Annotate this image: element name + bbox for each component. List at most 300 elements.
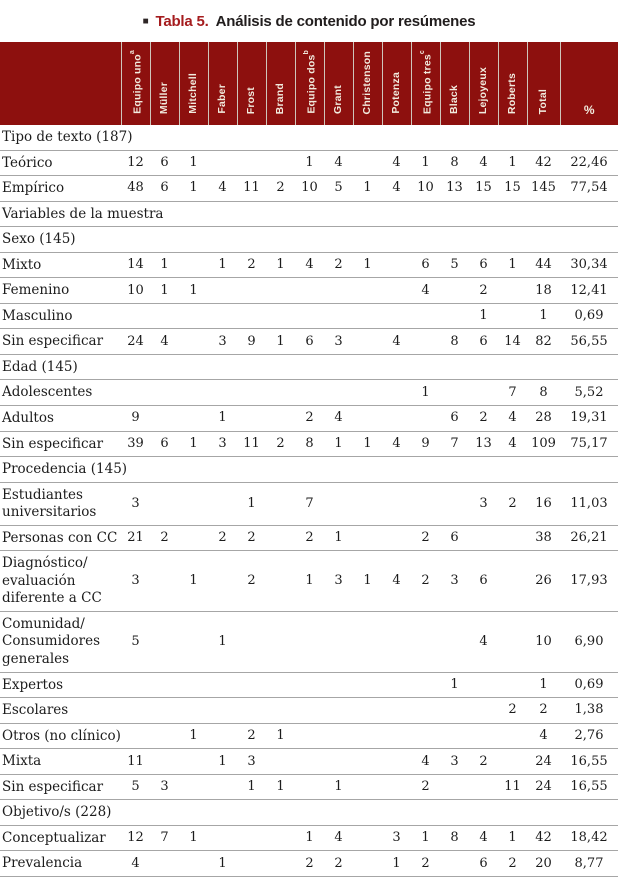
cell-mitchell <box>179 774 208 800</box>
data-row-otros-no-cli-nico <box>0 723 618 749</box>
cell-lejoyeux: 1 <box>479 308 488 324</box>
cell-total: 4 <box>539 728 548 743</box>
column-header-mitchell <box>179 42 208 125</box>
cell-christenson: 1 <box>363 180 372 196</box>
cell-black: 8 <box>450 154 459 170</box>
cell-frost <box>237 611 266 672</box>
cell-black <box>440 774 469 800</box>
cell-equipo-dos: 2 <box>305 530 314 546</box>
column-header-label: Black <box>448 84 461 114</box>
column-header-equipo-dos <box>295 42 324 125</box>
cell-grant: 2 <box>334 257 343 273</box>
column-header-christenson <box>353 42 382 125</box>
cell-roberts: 1 <box>508 257 517 273</box>
column-header-total <box>527 42 560 125</box>
cell-mu-ller: 6 <box>160 154 169 170</box>
cell-faber: 1 <box>218 855 227 871</box>
cell-brand <box>266 825 295 851</box>
cell-grant: 4 <box>334 154 343 170</box>
cell-black: 1 <box>450 676 459 692</box>
cell-mitchell <box>179 482 208 525</box>
cell-percent: 19,31 <box>570 410 608 426</box>
column-header-label: Potenza <box>390 72 403 114</box>
cell-mu-ller: 1 <box>160 257 169 273</box>
cell-mu-ller <box>150 406 179 432</box>
cell-potenza <box>382 278 411 304</box>
cell-mu-ller: 2 <box>160 530 169 546</box>
cell-frost <box>237 672 266 698</box>
column-header-equipo-tres <box>411 42 440 125</box>
section-label: Variables de la muestra <box>2 205 164 222</box>
cell-equipo-uno: 11 <box>127 753 144 769</box>
cell-faber <box>208 482 237 525</box>
cell-mu-ller <box>150 551 179 612</box>
cell-grant: 3 <box>334 573 343 589</box>
cell-christenson: 1 <box>363 435 372 451</box>
cell-grant <box>324 278 353 304</box>
cell-faber <box>208 150 237 176</box>
cell-potenza <box>382 723 411 749</box>
cell-equipo-uno <box>121 380 150 406</box>
cell-total: 20 <box>535 855 552 871</box>
cell-roberts <box>498 749 527 775</box>
cell-roberts: 14 <box>504 333 521 349</box>
cell-roberts: 15 <box>504 180 521 196</box>
cell-equipo-uno: 9 <box>131 410 140 426</box>
cell-christenson <box>353 749 382 775</box>
cell-christenson <box>353 611 382 672</box>
cell-equipo-tres <box>411 303 440 329</box>
row-label: Teórico <box>2 154 53 171</box>
row-label: Adolescentes <box>2 384 93 401</box>
column-header-lejoyeux <box>469 42 498 125</box>
cell-equipo-tres <box>411 698 440 724</box>
cell-mitchell: 1 <box>189 728 198 743</box>
cell-faber <box>208 672 237 698</box>
table-title <box>0 0 618 42</box>
cell-frost: 2 <box>247 573 256 589</box>
cell-percent: 11,03 <box>570 495 608 511</box>
row-label: Prevalencia <box>2 855 83 872</box>
column-header-label: Roberts <box>506 72 519 114</box>
cell-grant <box>324 723 353 749</box>
cell-faber: 2 <box>218 530 227 546</box>
column-header-equipo-uno <box>121 42 150 125</box>
cell-mitchell: 1 <box>189 435 198 451</box>
data-row-mixto <box>0 252 618 278</box>
cell-percent: 2,76 <box>574 728 604 743</box>
cell-mu-ller <box>150 380 179 406</box>
cell-brand <box>266 380 295 406</box>
section-row-tipo-de-texto-187 <box>0 125 618 150</box>
section-label: Sexo (145) <box>2 231 76 248</box>
cell-brand <box>266 482 295 525</box>
cell-lejoyeux: 2 <box>479 410 488 426</box>
cell-grant: 1 <box>334 779 343 795</box>
cell-lejoyeux: 6 <box>479 573 488 589</box>
cell-black: 6 <box>450 530 459 546</box>
cell-christenson <box>353 525 382 551</box>
column-header-label: Faber <box>216 84 229 114</box>
cell-black: 8 <box>450 830 459 846</box>
column-header-frost <box>237 42 266 125</box>
section-row-variables-de-la-muestra <box>0 201 618 227</box>
cell-total: 42 <box>535 830 552 846</box>
data-row-mixta <box>0 749 618 775</box>
cell-potenza: 1 <box>392 855 401 871</box>
cell-mitchell: 1 <box>189 154 198 170</box>
cell-mu-ller <box>150 672 179 698</box>
cell-equipo-uno: 3 <box>131 573 140 589</box>
cell-lejoyeux <box>469 723 498 749</box>
cell-lejoyeux: 15 <box>475 180 492 196</box>
cell-equipo-dos <box>295 749 324 775</box>
cell-faber <box>208 774 237 800</box>
cell-mu-ller: 7 <box>160 830 169 846</box>
cell-mitchell <box>179 252 208 278</box>
cell-lejoyeux: 6 <box>479 257 488 273</box>
cell-mitchell <box>179 749 208 775</box>
cell-equipo-uno: 5 <box>131 779 140 795</box>
cell-black: 3 <box>450 573 459 589</box>
column-header- <box>560 42 618 125</box>
cell-frost <box>237 278 266 304</box>
cell-christenson <box>353 851 382 877</box>
row-label: Masculino <box>2 307 73 324</box>
cell-black <box>440 611 469 672</box>
cell-percent: 0,69 <box>574 308 604 324</box>
cell-percent: 77,54 <box>570 180 608 196</box>
row-label: Estudiantes universitarios <box>2 486 97 521</box>
data-row-prevalencia <box>0 851 618 877</box>
cell-frost: 11 <box>243 435 260 451</box>
cell-faber <box>208 380 237 406</box>
cell-brand: 1 <box>276 333 285 349</box>
data-row-expertos <box>0 672 618 698</box>
column-header-black <box>440 42 469 125</box>
cell-total: 44 <box>535 257 552 273</box>
cell-percent: 26,21 <box>570 530 608 546</box>
cell-percent: 16,55 <box>570 753 608 769</box>
cell-equipo-tres: 4 <box>421 282 430 298</box>
cell-percent: 12,41 <box>570 282 608 298</box>
row-label: Mixta <box>2 753 42 770</box>
cell-grant <box>324 611 353 672</box>
cell-equipo-uno: 10 <box>127 282 144 298</box>
cell-equipo-dos: 2 <box>305 855 314 871</box>
cell-christenson <box>353 380 382 406</box>
cell-grant <box>324 482 353 525</box>
row-label: Comunidad/ Consumidores generales <box>2 615 101 668</box>
cell-percent: 75,17 <box>570 435 608 451</box>
row-label: Diagnóstico/ evaluación diferente a CC <box>2 555 102 607</box>
data-row-adolescentes <box>0 380 618 406</box>
cell-mitchell <box>179 851 208 877</box>
cell-potenza <box>382 698 411 724</box>
cell-frost: 1 <box>247 779 256 795</box>
cell-lejoyeux: 4 <box>479 830 488 846</box>
square-bullet-icon: ■ <box>142 16 149 27</box>
table-caption: Análisis de contenido por resúmenes <box>215 13 476 30</box>
cell-mitchell <box>179 329 208 355</box>
data-row-escolares <box>0 698 618 724</box>
cell-roberts: 2 <box>508 855 517 871</box>
cell-grant: 2 <box>334 855 343 871</box>
cell-christenson <box>353 150 382 176</box>
cell-total: 18 <box>535 282 552 298</box>
cell-equipo-tres <box>411 329 440 355</box>
cell-roberts <box>498 723 527 749</box>
cell-equipo-dos: 1 <box>305 154 314 170</box>
column-header-brand <box>266 42 295 125</box>
cell-faber: 1 <box>218 753 227 769</box>
cell-black <box>440 482 469 525</box>
cell-roberts <box>498 525 527 551</box>
column-header-label: Grant <box>332 84 345 114</box>
cell-total: 8 <box>539 384 548 400</box>
cell-mitchell <box>179 611 208 672</box>
cell-equipo-uno: 21 <box>127 530 144 546</box>
cell-christenson <box>353 278 382 304</box>
cell-brand <box>266 551 295 612</box>
cell-brand <box>266 611 295 672</box>
cell-equipo-uno: 3 <box>131 495 140 511</box>
row-label: Sin especificar <box>2 778 104 795</box>
cell-lejoyeux: 4 <box>479 633 488 649</box>
cell-percent: 16,55 <box>570 779 608 795</box>
cell-equipo-uno <box>121 672 150 698</box>
section-label: Objetivo/s (228) <box>2 804 112 821</box>
cell-percent: 18,42 <box>570 830 608 846</box>
cell-brand <box>266 303 295 329</box>
cell-equipo-dos: 1 <box>305 830 314 846</box>
cell-equipo-dos: 1 <box>305 573 314 589</box>
cell-equipo-uno: 4 <box>131 855 140 871</box>
cell-christenson <box>353 329 382 355</box>
cell-black: 7 <box>450 435 459 451</box>
cell-equipo-dos <box>295 698 324 724</box>
data-row-masculino <box>0 303 618 329</box>
data-row-sin-especificar <box>0 329 618 355</box>
cell-mu-ller <box>150 723 179 749</box>
cell-percent: 6,90 <box>574 633 604 649</box>
cell-mitchell <box>179 303 208 329</box>
cell-equipo-tres: 2 <box>421 779 430 795</box>
cell-equipo-dos: 7 <box>305 495 314 511</box>
cell-faber: 4 <box>218 180 227 196</box>
cell-mu-ller <box>150 698 179 724</box>
row-label: Expertos <box>2 676 64 693</box>
cell-total: 28 <box>535 410 552 426</box>
cell-faber <box>208 303 237 329</box>
cell-equipo-dos: 10 <box>301 180 318 196</box>
section-label: Procedencia (145) <box>2 461 128 478</box>
cell-brand <box>266 406 295 432</box>
cell-total: 42 <box>535 154 552 170</box>
table-header <box>0 42 618 125</box>
cell-brand <box>266 698 295 724</box>
cell-potenza: 4 <box>392 435 401 451</box>
column-header-label: % <box>583 103 595 117</box>
cell-equipo-dos <box>295 611 324 672</box>
cell-percent: 22,46 <box>570 154 608 170</box>
row-label: Femenino <box>2 282 70 299</box>
cell-faber: 1 <box>218 410 227 426</box>
cell-potenza: 4 <box>392 154 401 170</box>
cell-black: 5 <box>450 257 459 273</box>
cell-christenson <box>353 303 382 329</box>
cell-equipo-uno: 39 <box>127 435 144 451</box>
data-row-estudiantes-universitarios <box>0 482 618 525</box>
cell-grant: 1 <box>334 530 343 546</box>
cell-black <box>440 380 469 406</box>
cell-equipo-tres: 4 <box>421 753 430 769</box>
cell-grant <box>324 749 353 775</box>
column-header-label: Equipo uno$^a$ <box>128 50 143 114</box>
cell-roberts <box>498 303 527 329</box>
cell-christenson: 1 <box>363 573 372 589</box>
cell-mu-ller: 3 <box>160 779 169 795</box>
cell-percent: 0,69 <box>574 676 604 692</box>
cell-christenson <box>353 672 382 698</box>
cell-brand <box>266 851 295 877</box>
cell-frost <box>237 380 266 406</box>
cell-total: 38 <box>535 530 552 546</box>
cell-black: 8 <box>450 333 459 349</box>
cell-percent: 56,55 <box>570 333 608 349</box>
section-row-sexo-145 <box>0 227 618 253</box>
cell-brand <box>266 150 295 176</box>
cell-lejoyeux <box>469 672 498 698</box>
cell-grant <box>324 698 353 724</box>
data-row-femenino <box>0 278 618 304</box>
cell-frost: 2 <box>247 728 256 743</box>
cell-mu-ller: 1 <box>160 282 169 298</box>
section-row-procedencia-145 <box>0 457 618 483</box>
data-row-adultos <box>0 406 618 432</box>
cell-frost: 9 <box>247 333 256 349</box>
cell-frost <box>237 406 266 432</box>
cell-black <box>440 723 469 749</box>
cell-brand: 1 <box>276 728 285 743</box>
cell-equipo-tres <box>411 672 440 698</box>
cell-equipo-tres <box>411 482 440 525</box>
cell-christenson <box>353 406 382 432</box>
cell-total: 24 <box>535 779 552 795</box>
column-header-label: Equipo tres$^c$ <box>418 49 433 114</box>
cell-christenson <box>353 723 382 749</box>
cell-potenza <box>382 482 411 525</box>
cell-lejoyeux: 2 <box>479 753 488 769</box>
cell-mitchell: 1 <box>189 282 198 298</box>
cell-lejoyeux: 13 <box>475 435 492 451</box>
data-row-diagno-stico-evaluacio-n-diferente-a-cc <box>0 551 618 612</box>
cell-potenza: 3 <box>392 830 401 846</box>
data-row-sin-especificar <box>0 431 618 457</box>
cell-mu-ller: 4 <box>160 333 169 349</box>
cell-black <box>440 698 469 724</box>
column-header-label: Frost <box>245 86 258 114</box>
cell-grant: 4 <box>334 410 343 426</box>
cell-percent: 30,34 <box>570 257 608 273</box>
cell-brand <box>266 278 295 304</box>
content-analysis-table <box>0 42 618 877</box>
column-header-label: Brand <box>274 82 287 114</box>
row-label: Adultos <box>2 410 54 427</box>
cell-grant: 4 <box>334 830 343 846</box>
cell-christenson: 1 <box>363 257 372 273</box>
cell-black: 13 <box>446 180 463 196</box>
section-row-edad-145 <box>0 354 618 380</box>
cell-equipo-dos: 4 <box>305 257 314 273</box>
cell-lejoyeux <box>469 774 498 800</box>
cell-total: 1 <box>539 308 548 324</box>
column-header-label: Lejoyeux <box>477 66 490 114</box>
cell-brand <box>266 672 295 698</box>
cell-total: 82 <box>535 333 552 349</box>
cell-equipo-uno: 12 <box>127 830 144 846</box>
cell-equipo-tres: 10 <box>417 180 434 196</box>
cell-grant <box>324 380 353 406</box>
cell-lejoyeux <box>469 525 498 551</box>
cell-roberts: 1 <box>508 154 517 170</box>
cell-grant <box>324 303 353 329</box>
row-label: Otros (no clínico) <box>2 727 121 744</box>
column-header-label: Total <box>537 88 550 114</box>
section-label: Edad (145) <box>2 358 78 375</box>
cell-black <box>440 303 469 329</box>
row-label: Conceptualizar <box>2 829 106 846</box>
cell-equipo-dos: 8 <box>305 435 314 451</box>
column-header-label: Christenson <box>361 50 374 114</box>
data-row-personas-con-cc <box>0 525 618 551</box>
cell-total: 24 <box>535 753 552 769</box>
header-corner <box>0 42 121 125</box>
row-label: Escolares <box>2 702 69 719</box>
cell-equipo-tres: 2 <box>421 573 430 589</box>
data-row-sin-especificar <box>0 774 618 800</box>
cell-total: 2 <box>539 702 548 718</box>
cell-total: 1 <box>539 676 548 692</box>
cell-lejoyeux: 4 <box>479 154 488 170</box>
cell-percent: 8,77 <box>574 855 604 871</box>
cell-christenson <box>353 825 382 851</box>
cell-mu-ller: 6 <box>160 435 169 451</box>
cell-mu-ller <box>150 749 179 775</box>
table-number: Tabla 5. <box>155 13 209 30</box>
cell-percent: 5,52 <box>574 384 604 400</box>
cell-potenza <box>382 303 411 329</box>
cell-total: 26 <box>535 573 552 589</box>
cell-grant: 1 <box>334 435 343 451</box>
data-row-comunidad-consumidores-generales <box>0 611 618 672</box>
cell-equipo-tres: 1 <box>421 154 430 170</box>
cell-mitchell <box>179 698 208 724</box>
cell-faber <box>208 698 237 724</box>
column-header-potenza <box>382 42 411 125</box>
cell-equipo-dos <box>295 380 324 406</box>
cell-frost: 2 <box>247 530 256 546</box>
cell-equipo-uno <box>121 723 150 749</box>
cell-equipo-tres: 1 <box>421 830 430 846</box>
cell-equipo-tres: 2 <box>421 530 430 546</box>
cell-potenza <box>382 252 411 278</box>
cell-potenza: 4 <box>392 180 401 196</box>
cell-frost <box>237 150 266 176</box>
cell-potenza <box>382 672 411 698</box>
cell-faber <box>208 278 237 304</box>
cell-equipo-uno: 24 <box>127 333 144 349</box>
